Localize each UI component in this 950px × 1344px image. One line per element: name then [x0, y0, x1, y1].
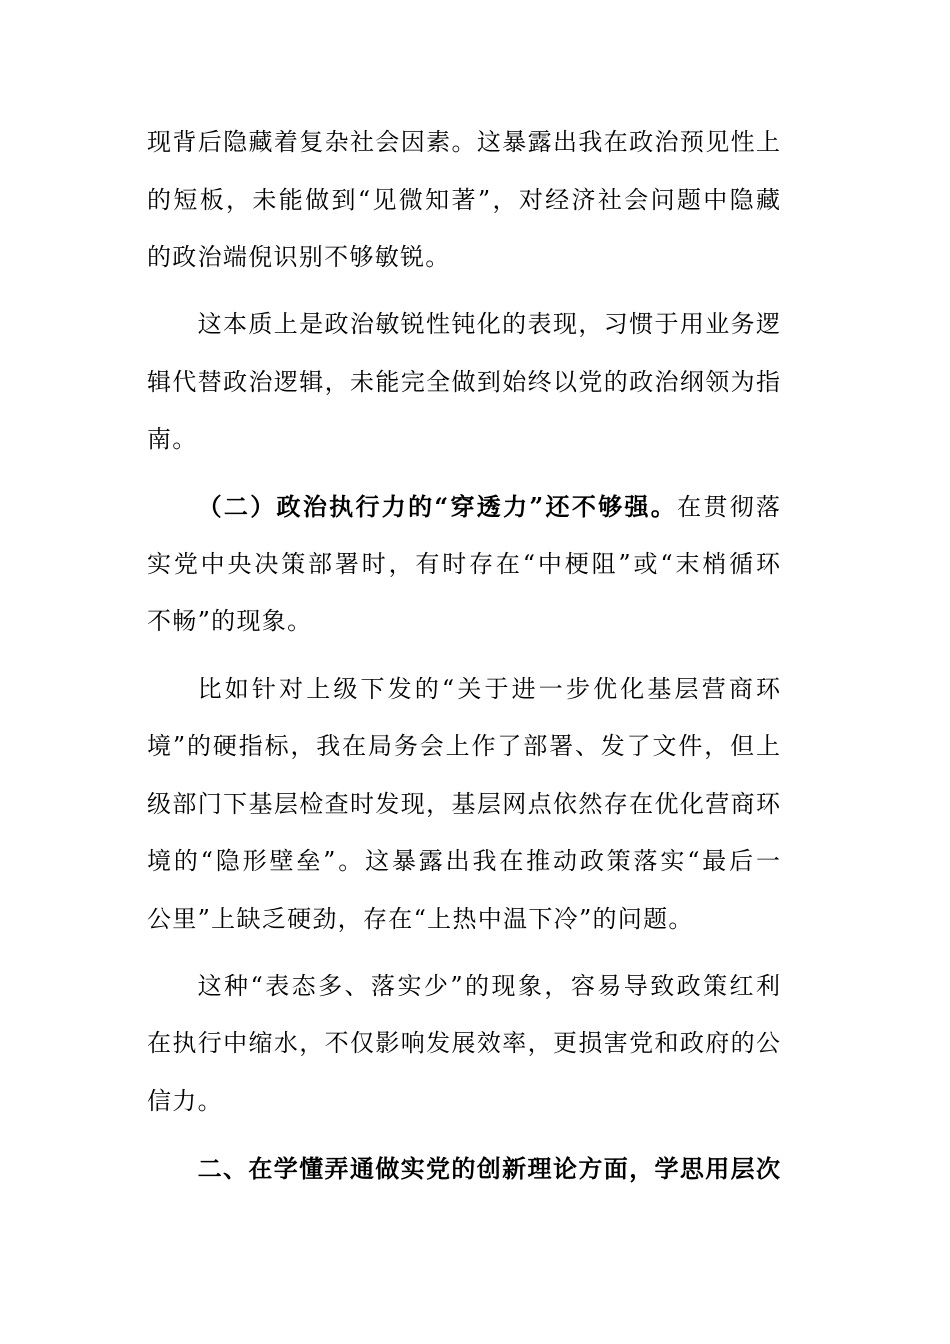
text-line: 比如针对上级下发的“关于进一步优化基层营商环 [197, 674, 780, 703]
paragraph-political-foresight [147, 114, 780, 287]
text-line: 信力。 [147, 1086, 223, 1115]
text-line: 级部门下基层检查时发现，基层网点依然存在优化营商环 [147, 789, 780, 818]
paragraph-section-two [147, 1140, 780, 1198]
text-line: 境”的硬指标，我在局务会上作了部署、发了文件，但上 [147, 732, 780, 761]
paragraph-execution-penetration [147, 478, 780, 651]
text-line [147, 478, 780, 536]
text-line: 这种“表态多、落实少”的现象，容易导致政策红利 [197, 971, 780, 1000]
text-line: 在执行中缩水，不仅影响发展效率，更损害党和政府的公 [147, 1029, 780, 1058]
text-line: 的短板，未能做到“见微知著”，对经济社会问题中隐藏 [147, 185, 780, 214]
text-line: 这本质上是政治敏锐性钝化的表现，习惯于用业务逻 [197, 310, 780, 339]
text-line: 公里”上缺乏硬劲，存在“上热中温下冷”的问题。 [147, 904, 694, 933]
document-page [147, 114, 780, 1207]
text-line: 的政治端倪识别不够敏锐。 [147, 243, 451, 271]
text-line: 实党中央决策部署时，有时存在“中梗阻”或“末梢循环 [147, 549, 780, 578]
text-line-continuation: 在贯彻落 [677, 493, 780, 522]
text-line: 南。 [147, 425, 198, 454]
text-line: 不畅”的现象。 [147, 607, 313, 636]
text-line: 辑代替政治逻辑，未能完全做到始终以党的政治纲领为指 [147, 367, 780, 396]
text-line: 境的“隐形壁垒”。这暴露出我在推动政策落实“最后一 [147, 847, 780, 876]
paragraph-political-sensitivity [147, 296, 780, 469]
text-line: 现背后隐藏着复杂社会因素。这暴露出我在政治预见性上 [147, 128, 780, 156]
paragraph-policy-dividend [147, 958, 780, 1131]
paragraph-business-environment-example [147, 661, 780, 949]
section-heading: 二、在学懂弄通做实党的创新理论方面，学思用层次 [197, 1153, 780, 1183]
subsection-heading: （二）政治执行力的“穿透力”还不够强。 [197, 492, 678, 522]
